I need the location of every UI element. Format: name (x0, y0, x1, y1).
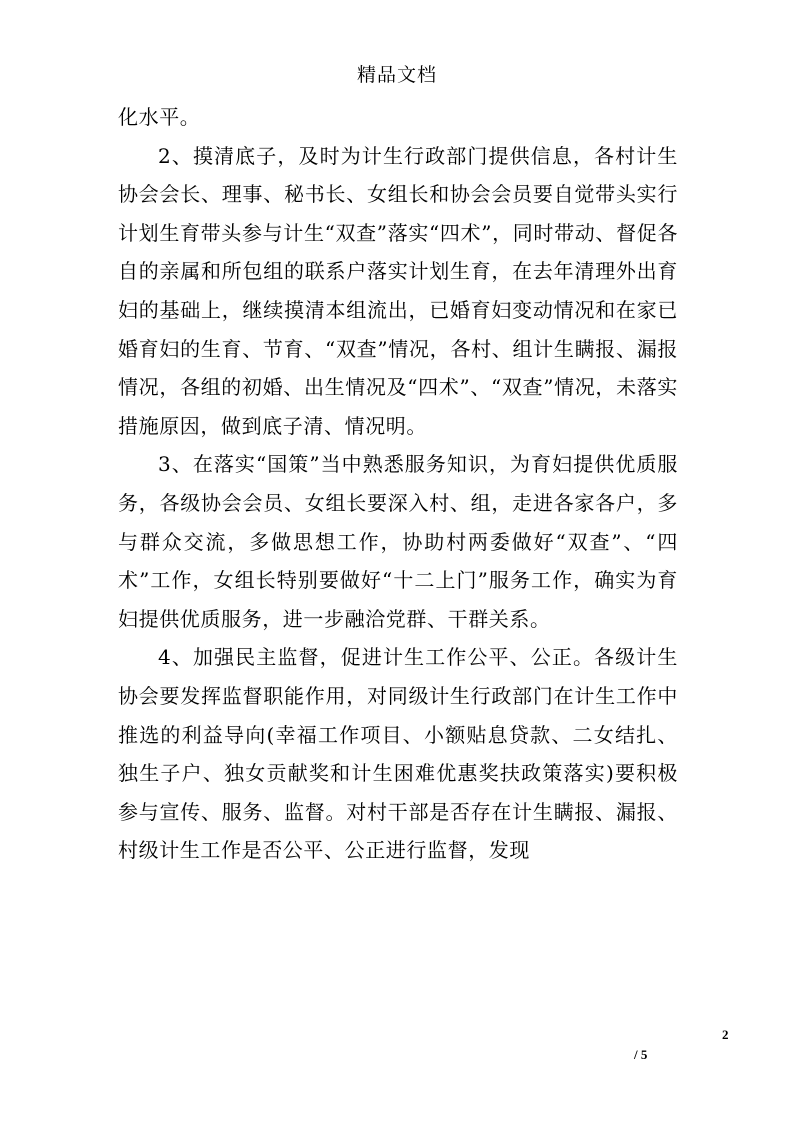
document-body (118, 98, 678, 870)
paragraph-item-3: 3、在落实“国策”当中熟悉服务知识，为育妇提供优质服务，各级协会会员、女组长要深入村、组，走进各家各户，多与群众交流，多做思想工作，协助村两委做好“双查”、“四术”工作，女组长特别要做好“十二上门”服务工作，确实为育妇提供优质服务，进一步融洽党群、干群关系。 (118, 452, 678, 631)
page-total: / 5 (634, 1047, 648, 1062)
paragraph-continuation: 化水平。 (118, 105, 201, 129)
paragraph-item-2: 2、摸清底子，及时为计生行政部门提供信息，各村计生协会会长、理事、秘书长、女组长和协会会员要自觉带头实行计划生育带头参与计生“双查”落实“四术”，同时带动、督促各自的亲属和所包组的联系户落实计划生育，在去年清理外出育妇的基础上，继续摸清本组流出，已婚育妇变动情况和在家已婚育妇的生育、节育、“双查”情况，各村、组计生瞒报、漏报情况，各组的初婚、出生情况及“四术”、“双查”情况，未落实措施原因，做到底子清、情况明。 (118, 143, 678, 438)
paragraph-item-4: 4、加强民主监督，促进计生工作公平、公正。各级计生协会要发挥监督职能作用，对同级计生行政部门在计生工作中推选的利益导向(幸福工作项目、小额贴息贷款、二女结扎、独生子户、独女贡献奖和计生困难优惠奖扶政策落实)要积极参与宣传、服务、监督。对村干部是否存在计生瞒报、漏报、村级计生工作是否公平、公正进行监督，发现 (118, 645, 678, 863)
page-number: 2 (722, 1027, 729, 1042)
page-header-title: 精品文档 (356, 64, 437, 86)
